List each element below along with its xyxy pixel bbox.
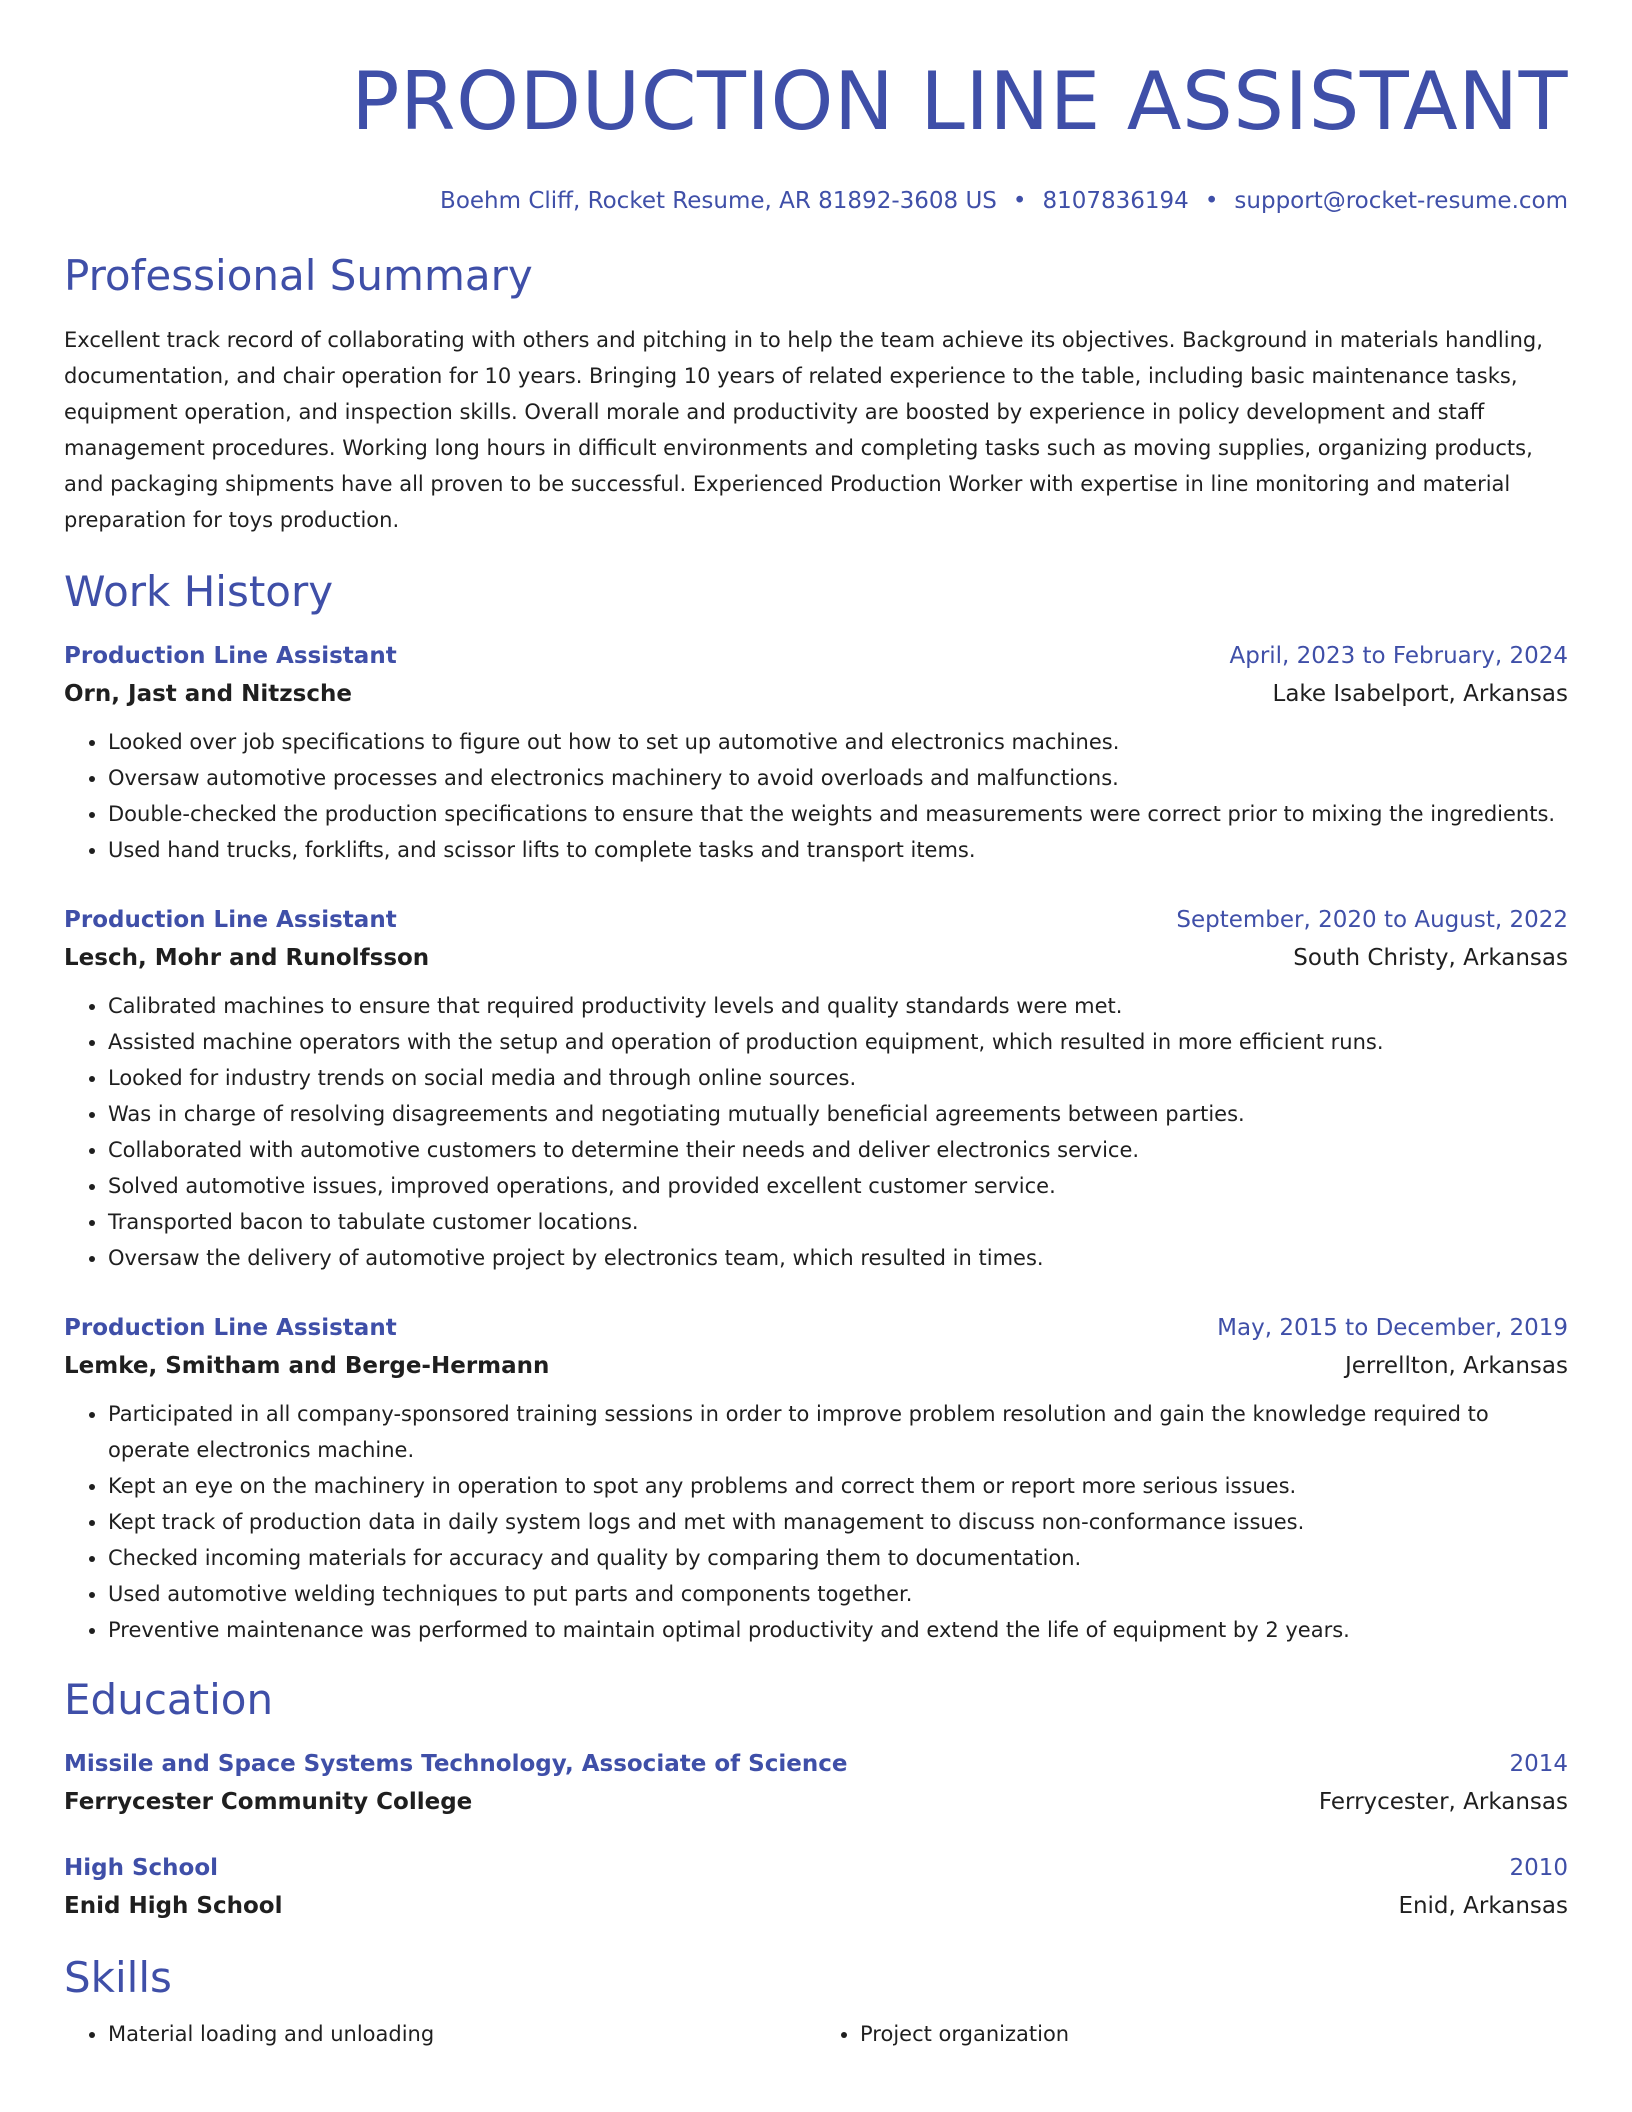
job-location: South Christy, Arkansas — [1293, 945, 1568, 971]
education-school: Enid High School — [64, 1893, 283, 1919]
job-bullet: • Was in charge of resolving disagreements and negotiating mutually beneficial agreements between parties. — [108, 1096, 1568, 1132]
education-section — [64, 1674, 1568, 1926]
contact-email: support@rocket-resume.com — [1234, 188, 1568, 214]
work-history-heading: Work History — [64, 567, 334, 616]
education-degree: Missile and Space Systems Technology, Associate of Science — [64, 1751, 848, 1777]
job-company: Lemke, Smitham and Berge-Hermann — [64, 1353, 550, 1379]
job-title: Production Line Assistant — [64, 1315, 397, 1341]
job-bullet: • Oversaw the delivery of automotive project by electronics team, which resulted in times. — [108, 1240, 1568, 1276]
skills-heading: Skills — [64, 1953, 172, 2002]
job-bullet: • Kept an eye on the machinery in operation to spot any problems and correct them or report more serious issues. — [108, 1468, 1568, 1504]
education-school: Ferrycester Community College — [64, 1789, 473, 1815]
skills-column-left — [64, 2016, 816, 2052]
education-degree-row — [64, 1850, 1568, 1886]
job-bullet: • Calibrated machines to ensure that required productivity levels and quality standards were met. — [108, 988, 1568, 1024]
job-bullet: • Participated in all company-sponsored training sessions in order to improve problem resolution and gain the knowledge required to operate electronics machine. — [108, 1396, 1568, 1468]
job-bullet: • Transported bacon to tabulate customer locations. — [108, 1204, 1568, 1240]
job-entry — [64, 1310, 1568, 1648]
contact-line — [64, 186, 1568, 216]
job-bullet: • Preventive maintenance was performed to maintain optimal productivity and extend the life of equipment by 2 years. — [108, 1612, 1568, 1648]
job-bullet: • Solved automotive issues, improved operations, and provided excellent customer service. — [108, 1168, 1568, 1204]
job-title-row — [64, 902, 1568, 938]
education-heading: Education — [64, 1675, 274, 1724]
education-year: 2014 — [1509, 1751, 1568, 1777]
job-bullet: • Checked incoming materials for accuracy and quality by comparing them to documentation. — [108, 1540, 1568, 1576]
job-dates: May, 2015 to December, 2019 — [1217, 1315, 1568, 1341]
education-location: Ferrycester, Arkansas — [1318, 1789, 1568, 1815]
job-company-row — [64, 674, 1568, 714]
skills-section — [64, 1952, 1568, 2052]
job-company-row — [64, 1346, 1568, 1386]
contact-phone: 8107836194 — [1042, 188, 1189, 214]
contact-separator: • — [1204, 188, 1219, 214]
job-bullet: • Used automotive welding techniques to put parts and components together. — [108, 1576, 1568, 1612]
summary-text: Excellent track record of collaborating with others and pitching in to help the team achieve its objectives. Background in materials handling, documentation, and chair operation for 10 years. Bringing 10 years of related experience to the table, including basic maintenance tasks, equipment operation, and inspection skills. Overall morale and productivity are boosted by experience in policy development and staff management procedures. Working long hours in difficult environments and completing tasks such as moving supplies, organizing products, and packaging shipments have all proven to be successful. Experienced Production Worker with expertise in line monitoring and material preparation for toys production. — [64, 328, 1543, 532]
job-bullets — [64, 988, 1568, 1276]
summary-section — [64, 250, 1568, 538]
job-bullet: • Assisted machine operators with the setup and operation of production equipment, which resulted in more efficient runs. — [108, 1024, 1568, 1060]
education-school-row — [64, 1782, 1568, 1822]
skill-item: • Material loading and unloading — [108, 2016, 816, 2052]
job-bullet: • Looked over job specifications to figure out how to set up automotive and electronics machines. — [108, 724, 1568, 760]
work-history-section — [64, 566, 1568, 1648]
job-bullet: • Collaborated with automotive customers to determine their needs and deliver electronics service. — [108, 1132, 1568, 1168]
job-bullet: • Kept track of production data in daily system logs and met with management to discuss non-conformance issues. — [108, 1504, 1568, 1540]
job-title: Production Line Assistant — [64, 643, 397, 669]
job-dates: April, 2023 to February, 2024 — [1229, 643, 1568, 669]
education-entry — [64, 1850, 1568, 1926]
skills-column-right — [816, 2016, 1568, 2052]
education-degree: High School — [64, 1855, 219, 1881]
job-bullet: • Used hand trucks, forklifts, and scissor lifts to complete tasks and transport items. — [108, 832, 1568, 868]
education-year: 2010 — [1509, 1855, 1568, 1881]
skill-item: • Project organization — [860, 2016, 1568, 2052]
summary-heading: Professional Summary — [64, 251, 533, 300]
job-bullet: • Oversaw automotive processes and electronics machinery to avoid overloads and malfunctions. — [108, 760, 1568, 796]
job-entry — [64, 638, 1568, 868]
job-title-row — [64, 1310, 1568, 1346]
job-bullets — [64, 724, 1568, 868]
job-title-row — [64, 638, 1568, 674]
education-school-row — [64, 1886, 1568, 1926]
contact-separator: • — [1012, 188, 1027, 214]
job-entry — [64, 902, 1568, 1276]
job-location: Jerrellton, Arkansas — [1345, 1353, 1568, 1379]
job-bullet: • Double-checked the production specifications to ensure that the weights and measurements were correct prior to mixing the ingredients. — [108, 796, 1568, 832]
education-degree-row — [64, 1746, 1568, 1782]
resume-name: PRODUCTION LINE ASSISTANT — [351, 55, 1568, 148]
job-bullet: • Looked for industry trends on social media and through online sources. — [108, 1060, 1568, 1096]
education-entry — [64, 1746, 1568, 1822]
job-location: Lake Isabelport, Arkansas — [1272, 681, 1568, 707]
education-location: Enid, Arkansas — [1398, 1893, 1568, 1919]
job-bullets — [64, 1396, 1568, 1648]
job-title: Production Line Assistant — [64, 907, 397, 933]
job-company: Lesch, Mohr and Runolfsson — [64, 945, 430, 971]
job-company: Orn, Jast and Nitzsche — [64, 681, 352, 707]
job-company-row — [64, 938, 1568, 978]
job-dates: September, 2020 to August, 2022 — [1176, 907, 1568, 933]
skills-grid — [64, 2016, 1568, 2052]
contact-address: Boehm Cliff, Rocket Resume, AR 81892-3608 US — [440, 188, 997, 214]
